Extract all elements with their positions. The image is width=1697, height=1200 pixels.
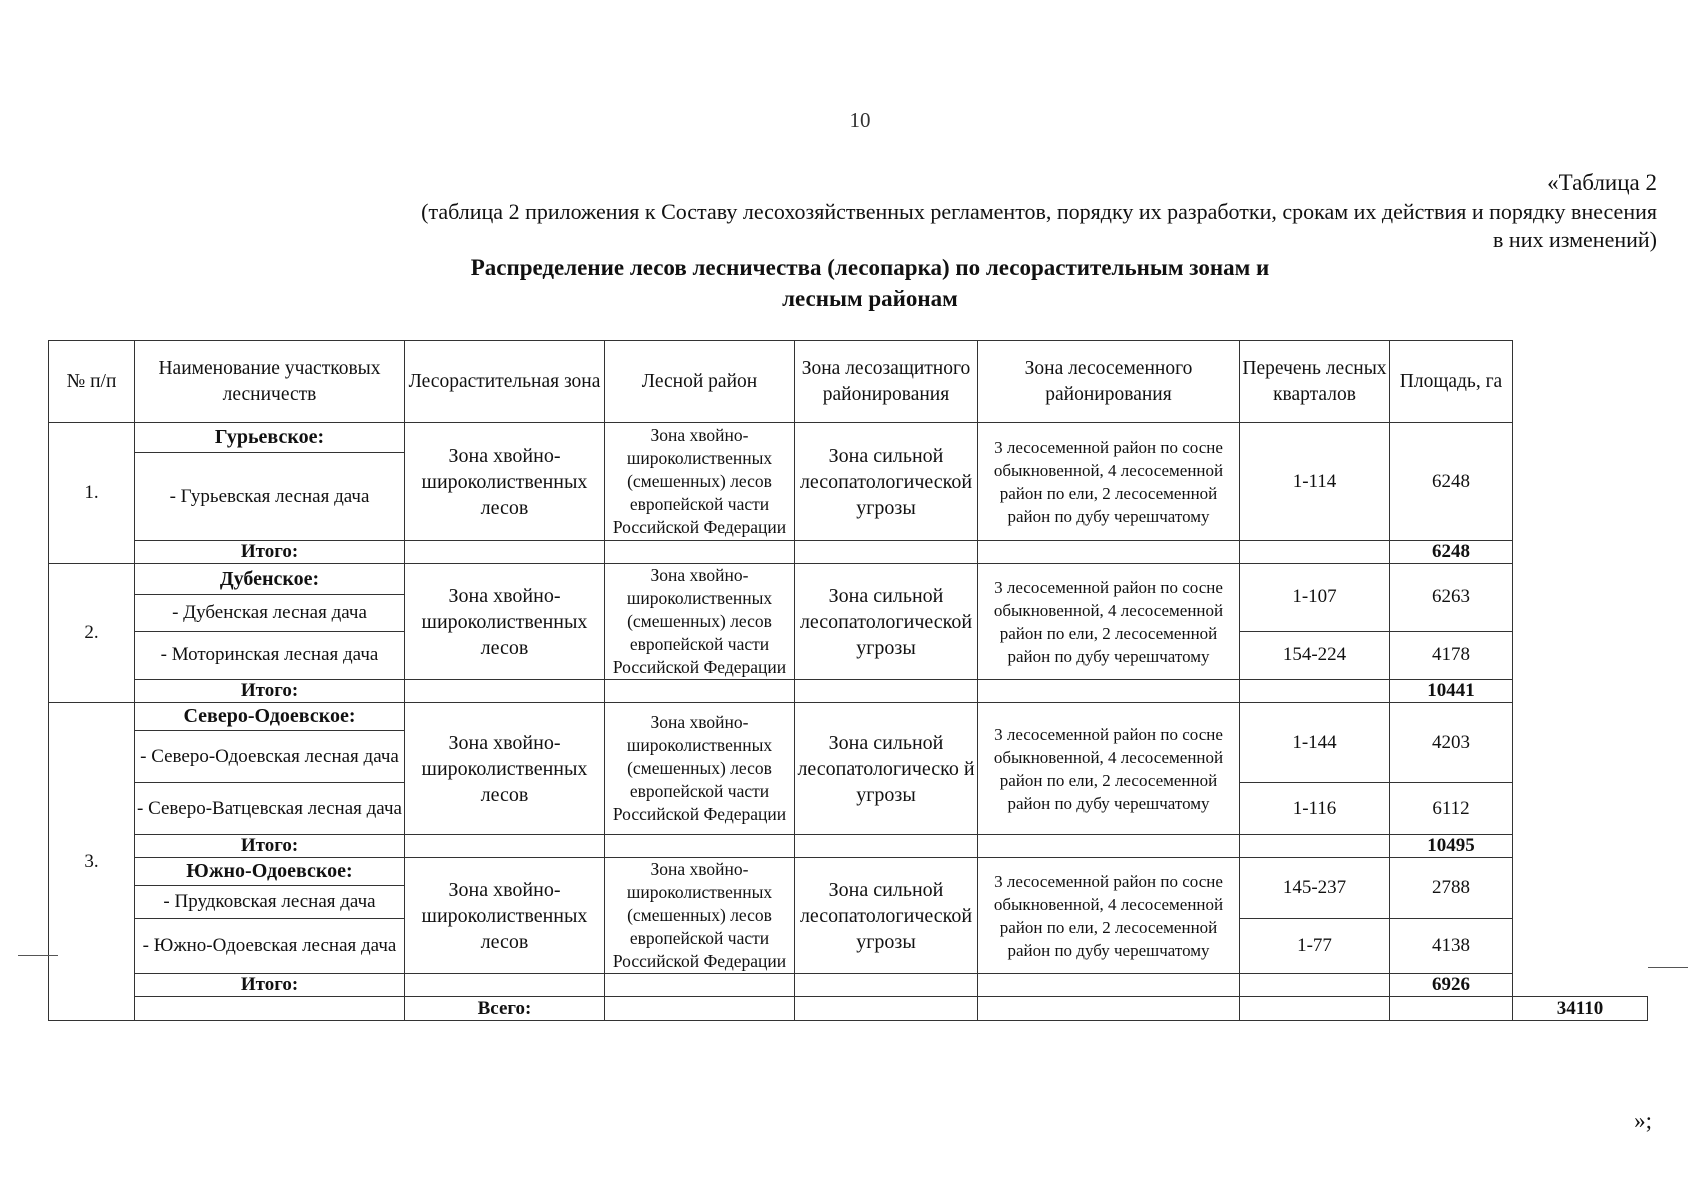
quarters-cell: 154-224 <box>1240 631 1390 679</box>
page-number: 10 <box>849 108 871 132</box>
total-value: 6926 <box>1390 974 1513 997</box>
protection-zone-cell: Зона сильной лесопатологической угрозы <box>795 423 978 541</box>
empty-cell <box>978 997 1240 1021</box>
quarters-cell: 1-116 <box>1240 783 1390 835</box>
grand-total-label: Всего: <box>405 997 605 1021</box>
seed-zone-cell: 3 лесосеменной район по сосне обыкновенной, 4 лесосеменной район по ели, 2 лесосеменной район по дубу черешчатому <box>978 858 1240 974</box>
area-cell: 4178 <box>1390 631 1513 679</box>
forest-district-cell: Зона хвойно-широколиственных (смешенных) лесов европейской части Российской Федерации <box>605 564 795 680</box>
empty-cell <box>978 974 1240 997</box>
area-cell: 6112 <box>1390 783 1513 835</box>
protection-zone-cell: Зона сильной лесопатологической угрозы <box>795 858 978 974</box>
empty-cell <box>405 974 605 997</box>
forestry-name: - Северо-Ватцевская лесная дача <box>135 783 405 835</box>
seed-zone-cell: 3 лесосеменной район по сосне обыкновенной, 4 лесосеменной район по ели, 2 лесосеменной район по дубу черешчатому <box>978 423 1240 541</box>
header-area: Площадь, га <box>1390 341 1513 423</box>
forestry-name: - Южно-Одоевская лесная дача <box>135 919 405 974</box>
empty-cell <box>978 680 1240 703</box>
table-row <box>49 703 1648 731</box>
row-number: 3. <box>49 703 135 1021</box>
area-cell: 6248 <box>1390 423 1513 541</box>
empty-cell <box>405 835 605 858</box>
empty-cell <box>795 974 978 997</box>
empty-cell <box>1390 997 1513 1021</box>
document-title: Распределение лесов лесничества (лесопарка) по лесорастительным зонам и лесным районам <box>470 255 1270 311</box>
empty-cell <box>978 835 1240 858</box>
header-forest-zone: Лесорастительная зона <box>405 341 605 423</box>
forest-distribution-table <box>48 340 1648 1021</box>
total-value: 6248 <box>1390 541 1513 564</box>
grand-total-row <box>49 997 1648 1021</box>
closing-quote: »; <box>1634 1108 1652 1133</box>
empty-cell <box>605 835 795 858</box>
scan-artifact-line-right <box>1648 967 1688 968</box>
section-name: Дубенское: <box>135 564 405 595</box>
empty-cell <box>978 541 1240 564</box>
empty-cell <box>405 680 605 703</box>
forestry-name: - Дубенская лесная дача <box>135 595 405 631</box>
quarters-cell: 1-77 <box>1240 919 1390 974</box>
empty-cell <box>795 997 978 1021</box>
seed-zone-cell: 3 лесосеменной район по сосне обыкновенной, 4 лесосеменной район по ели, 2 лесосеменной район по дубу черешчатому <box>978 703 1240 835</box>
forestry-name: - Моторинская лесная дача <box>135 631 405 679</box>
forest-zone-cell: Зона хвойно-широколиственных лесов <box>405 423 605 541</box>
empty-cell <box>1240 974 1390 997</box>
header-name: Наименование участковых лесничеств <box>135 341 405 423</box>
header-forest-district: Лесной район <box>605 341 795 423</box>
total-row <box>49 680 1648 703</box>
forest-district-cell: Зона хвойно-широколиственных (смешенных) лесов европейской части Российской Федерации <box>605 703 795 835</box>
total-value: 10441 <box>1390 680 1513 703</box>
header-quarters: Перечень лесных кварталов <box>1240 341 1390 423</box>
empty-cell <box>605 974 795 997</box>
empty-cell <box>1240 997 1390 1021</box>
protection-zone-cell: Зона сильной лесопатологическо й угрозы <box>795 703 978 835</box>
empty-cell <box>405 541 605 564</box>
total-row <box>49 541 1648 564</box>
forest-district-cell: Зона хвойно-широколиственных (смешенных) лесов европейской части Российской Федерации <box>605 858 795 974</box>
empty-cell <box>135 997 405 1021</box>
empty-cell <box>605 541 795 564</box>
row-number: 2. <box>49 564 135 703</box>
total-value: 10495 <box>1390 835 1513 858</box>
forest-zone-cell: Зона хвойно-широколиственных лесов <box>405 703 605 835</box>
area-cell: 4203 <box>1390 703 1513 783</box>
total-label: Итого: <box>135 541 405 564</box>
forestry-name: - Северо-Одоевская лесная дача <box>135 731 405 783</box>
empty-cell <box>605 680 795 703</box>
area-cell: 2788 <box>1390 858 1513 919</box>
section-name: Гурьевское: <box>135 423 405 453</box>
row-number: 1. <box>49 423 135 564</box>
forest-zone-cell: Зона хвойно-широколиственных лесов <box>405 564 605 680</box>
forestry-name: - Прудковская лесная дача <box>135 886 405 919</box>
quarters-cell: 1-107 <box>1240 564 1390 632</box>
area-cell: 6263 <box>1390 564 1513 632</box>
table-header-row <box>49 341 1648 423</box>
quarters-cell: 1-144 <box>1240 703 1390 783</box>
table-row <box>49 858 1648 886</box>
section-name: Южно-Одоевское: <box>135 858 405 886</box>
area-cell: 4138 <box>1390 919 1513 974</box>
table-row <box>49 564 1648 595</box>
quarters-cell: 145-237 <box>1240 858 1390 919</box>
forestry-name: - Гурьевская лесная дача <box>135 453 405 541</box>
grand-total-value: 34110 <box>1513 997 1648 1021</box>
forest-zone-cell: Зона хвойно-широколиственных лесов <box>405 858 605 974</box>
empty-cell <box>795 541 978 564</box>
empty-cell <box>605 997 795 1021</box>
total-row <box>49 835 1648 858</box>
quarters-cell: 1-114 <box>1240 423 1390 541</box>
header-number: № п/п <box>49 341 135 423</box>
table-reference-note: (таблица 2 приложения к Составу лесохозяйственных регламентов, порядку их разработки, срокам их действия и порядку внесения в них изменений) <box>421 199 1657 252</box>
forest-district-cell: Зона хвойно-широколиственных (смешенных) лесов европейской части Российской Федерации <box>605 423 795 541</box>
empty-cell <box>795 835 978 858</box>
header-protection-zone: Зона лесозащитного районирования <box>795 341 978 423</box>
section-name: Северо-Одоевское: <box>135 703 405 731</box>
total-label: Итого: <box>135 835 405 858</box>
total-label: Итого: <box>135 680 405 703</box>
empty-cell <box>795 680 978 703</box>
empty-cell <box>1240 680 1390 703</box>
table-row <box>49 423 1648 453</box>
total-row <box>49 974 1648 997</box>
empty-cell <box>1240 541 1390 564</box>
seed-zone-cell: 3 лесосеменной район по сосне обыкновенной, 4 лесосеменной район по ели, 2 лесосеменной район по дубу черешчатому <box>978 564 1240 680</box>
table-reference-label: «Таблица 2 <box>1547 170 1657 195</box>
scan-artifact-line-left <box>18 955 58 956</box>
header-seed-zone: Зона лесосеменного районирования <box>978 341 1240 423</box>
total-label: Итого: <box>135 974 405 997</box>
protection-zone-cell: Зона сильной лесопатологической угрозы <box>795 564 978 680</box>
empty-cell <box>1240 835 1390 858</box>
